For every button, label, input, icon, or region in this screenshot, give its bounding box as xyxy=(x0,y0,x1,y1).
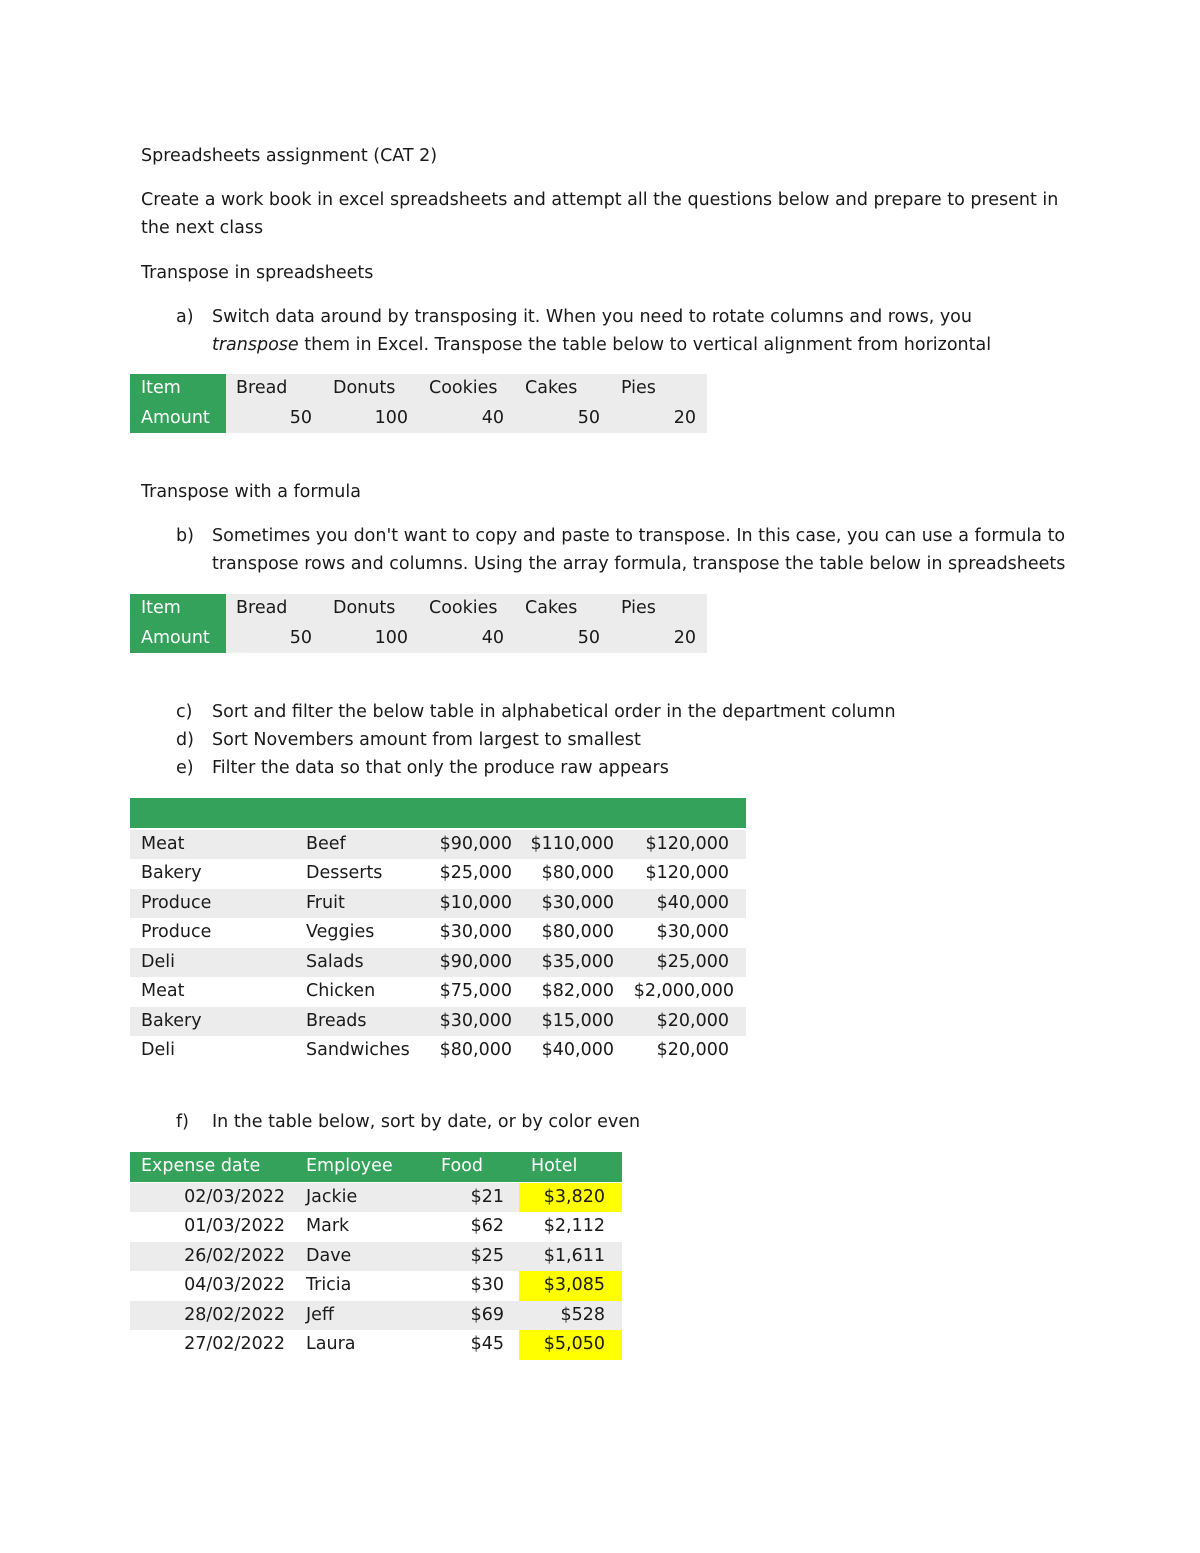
task-label-a: a) xyxy=(176,307,194,327)
table-b-item-cell: Cookies xyxy=(429,598,498,618)
table-b-amount-cell: 20 xyxy=(673,627,696,648)
amount-cell: $75,000 xyxy=(439,981,512,1001)
employee-cell: Dave xyxy=(306,1245,352,1266)
table-b-amount-cell: 50 xyxy=(577,627,600,648)
food-cell: $30 xyxy=(470,1275,504,1295)
amount-cell: $30,000 xyxy=(439,1010,512,1031)
task-label-d: d) xyxy=(176,730,194,750)
category-cell: Chicken xyxy=(306,981,376,1001)
department-cell: Bakery xyxy=(141,1010,202,1031)
task-a-italic-word: transpose xyxy=(212,335,299,355)
amount-cell: $120,000 xyxy=(645,863,729,883)
amount-cell: $30,000 xyxy=(656,922,729,942)
expense-table-header xyxy=(130,1152,622,1182)
category-cell: Desserts xyxy=(306,863,383,883)
table-a-item-row xyxy=(130,374,707,404)
table-a-item-cell: Cookies xyxy=(429,378,498,398)
category-cell: Veggies xyxy=(306,922,375,942)
table-a-amount-header: Amount xyxy=(130,404,226,434)
department-cell: Meat xyxy=(141,833,185,854)
table-b-item-cell: Donuts xyxy=(333,598,396,618)
table-row xyxy=(130,1007,746,1037)
expense-date-cell: 01/03/2022 xyxy=(184,1216,285,1236)
table-row xyxy=(130,830,746,860)
employee-cell: Mark xyxy=(306,1216,350,1236)
table-a-item-cell: Donuts xyxy=(333,378,396,398)
employee-cell: Laura xyxy=(306,1334,356,1354)
table-b-item-cell: Cakes xyxy=(525,598,578,618)
table-b-item-header: Item xyxy=(130,594,226,624)
category-cell: Sandwiches xyxy=(306,1040,410,1060)
department-cell: Meat xyxy=(141,981,185,1001)
table-b-amount-header: Amount xyxy=(130,624,226,654)
category-cell: Beef xyxy=(306,833,346,854)
hotel-cell: $1,611 xyxy=(543,1245,605,1266)
table-b-amount-cell: 40 xyxy=(481,627,504,648)
expense-date-cell: 04/03/2022 xyxy=(184,1275,285,1295)
hotel-cell: $2,112 xyxy=(543,1216,605,1236)
column-header-expense-date: Expense date xyxy=(141,1156,261,1176)
task-e-text: Filter the data so that only the produce raw appears xyxy=(212,758,669,778)
amount-cell: $80,000 xyxy=(541,922,614,942)
column-header-hotel: Hotel xyxy=(531,1156,578,1176)
amount-cell: $40,000 xyxy=(656,892,729,913)
food-cell: $45 xyxy=(470,1334,504,1354)
task-label-b: b) xyxy=(176,526,194,546)
table-row xyxy=(130,1301,622,1331)
table-a-amount-cell: 20 xyxy=(673,407,696,428)
table-row xyxy=(130,1036,746,1066)
column-header-employee: Employee xyxy=(306,1156,393,1176)
table-a-amount-cell: 50 xyxy=(577,407,600,428)
hotel-cell: $3,820 xyxy=(519,1183,622,1213)
amount-cell: $20,000 xyxy=(656,1010,729,1031)
amount-cell: $90,000 xyxy=(439,833,512,854)
table-a-item-cell: Bread xyxy=(236,378,288,398)
amount-cell: $80,000 xyxy=(541,863,614,883)
table-row xyxy=(130,1271,622,1301)
table-a-amount-cell: 50 xyxy=(289,407,312,428)
section-heading-transpose: Transpose in spreadsheets xyxy=(141,263,374,283)
table-a-amount-cell: 100 xyxy=(374,407,408,428)
table-b-item-cell: Bread xyxy=(236,598,288,618)
amount-cell: $25,000 xyxy=(439,863,512,883)
task-a-line-2 xyxy=(212,334,991,356)
table-row xyxy=(130,859,746,889)
food-cell: $69 xyxy=(470,1304,504,1325)
amount-cell: $2,000,000 xyxy=(633,981,734,1001)
department-cell: Bakery xyxy=(141,863,202,883)
amount-cell: $25,000 xyxy=(656,951,729,972)
amount-cell: $120,000 xyxy=(645,833,729,854)
table-b-amount-row xyxy=(130,624,707,654)
department-cell: Deli xyxy=(141,951,175,972)
task-d-text: Sort Novembers amount from largest to smallest xyxy=(212,730,641,750)
amount-cell: $15,000 xyxy=(541,1010,614,1031)
table-a-amount-row xyxy=(130,404,707,434)
table-b-amount-cell: 100 xyxy=(374,627,408,648)
food-cell: $21 xyxy=(470,1186,504,1207)
amount-cell: $30,000 xyxy=(439,922,512,942)
hotel-cell: $3,085 xyxy=(519,1271,622,1301)
table-row xyxy=(130,1242,622,1272)
table-row xyxy=(130,977,746,1007)
amount-cell: $80,000 xyxy=(439,1040,512,1060)
table-row xyxy=(130,1183,622,1213)
intro-line-2: the next class xyxy=(141,218,264,238)
column-header-food: Food xyxy=(441,1156,483,1176)
table-a-item-header: Item xyxy=(130,374,226,404)
expense-date-cell: 02/03/2022 xyxy=(184,1186,285,1207)
amount-cell: $110,000 xyxy=(530,833,614,854)
table-row xyxy=(130,1330,622,1360)
amount-cell: $82,000 xyxy=(541,981,614,1001)
table-a-item-cell: Pies xyxy=(621,378,656,398)
amount-cell: $20,000 xyxy=(656,1040,729,1060)
table-b-item-cell: Pies xyxy=(621,598,656,618)
task-label-e: e) xyxy=(176,758,194,778)
food-cell: $62 xyxy=(470,1216,504,1236)
table-row xyxy=(130,1212,622,1242)
table-row xyxy=(130,948,746,978)
task-label-f: f) xyxy=(176,1112,189,1132)
task-label-c: c) xyxy=(176,702,193,722)
table-b-amount-cell: 50 xyxy=(289,627,312,648)
expense-date-cell: 27/02/2022 xyxy=(184,1334,285,1354)
intro-line-1: Create a work book in excel spreadsheets and attempt all the questions below and prepare to present in xyxy=(141,190,1059,210)
department-cell: Produce xyxy=(141,922,212,942)
department-cell: Deli xyxy=(141,1040,175,1060)
task-b-line-2: transpose rows and columns. Using the array formula, transpose the table below in spreadsheets xyxy=(212,554,1066,574)
task-f-text: In the table below, sort by date, or by color even xyxy=(212,1112,641,1132)
task-c-text: Sort and filter the below table in alphabetical order in the department column xyxy=(212,702,896,722)
hotel-cell: $528 xyxy=(560,1304,605,1325)
table-row xyxy=(130,918,746,948)
employee-cell: Jackie xyxy=(306,1186,358,1207)
amount-cell: $40,000 xyxy=(541,1040,614,1060)
amount-cell: $30,000 xyxy=(541,892,614,913)
table-row xyxy=(130,889,746,919)
category-cell: Breads xyxy=(306,1010,367,1031)
expense-date-cell: 28/02/2022 xyxy=(184,1304,285,1325)
food-cell: $25 xyxy=(470,1245,504,1266)
section-heading-formula: Transpose with a formula xyxy=(141,482,361,502)
task-b-line-1: Sometimes you don't want to copy and paste to transpose. In this case, you can use a formula to xyxy=(212,526,1066,546)
employee-cell: Tricia xyxy=(306,1275,352,1295)
amount-cell: $10,000 xyxy=(439,892,512,913)
amount-cell: $90,000 xyxy=(439,951,512,972)
table-b-item-row xyxy=(130,594,707,624)
expense-date-cell: 26/02/2022 xyxy=(184,1245,285,1266)
table-a-amount-cell: 40 xyxy=(481,407,504,428)
amount-cell: $35,000 xyxy=(541,951,614,972)
table-a-item-cell: Cakes xyxy=(525,378,578,398)
department-table-header xyxy=(130,798,746,828)
task-a-line-2-rest: them in Excel. Transpose the table below to vertical alignment from horizontal xyxy=(298,335,992,355)
category-cell: Fruit xyxy=(306,892,345,913)
employee-cell: Jeff xyxy=(306,1304,334,1325)
task-a-line-1: Switch data around by transposing it. When you need to rotate columns and rows, you xyxy=(212,307,972,327)
hotel-cell: $5,050 xyxy=(519,1330,622,1360)
department-cell: Produce xyxy=(141,892,212,913)
category-cell: Salads xyxy=(306,951,364,972)
document-title: Spreadsheets assignment (CAT 2) xyxy=(141,146,438,166)
